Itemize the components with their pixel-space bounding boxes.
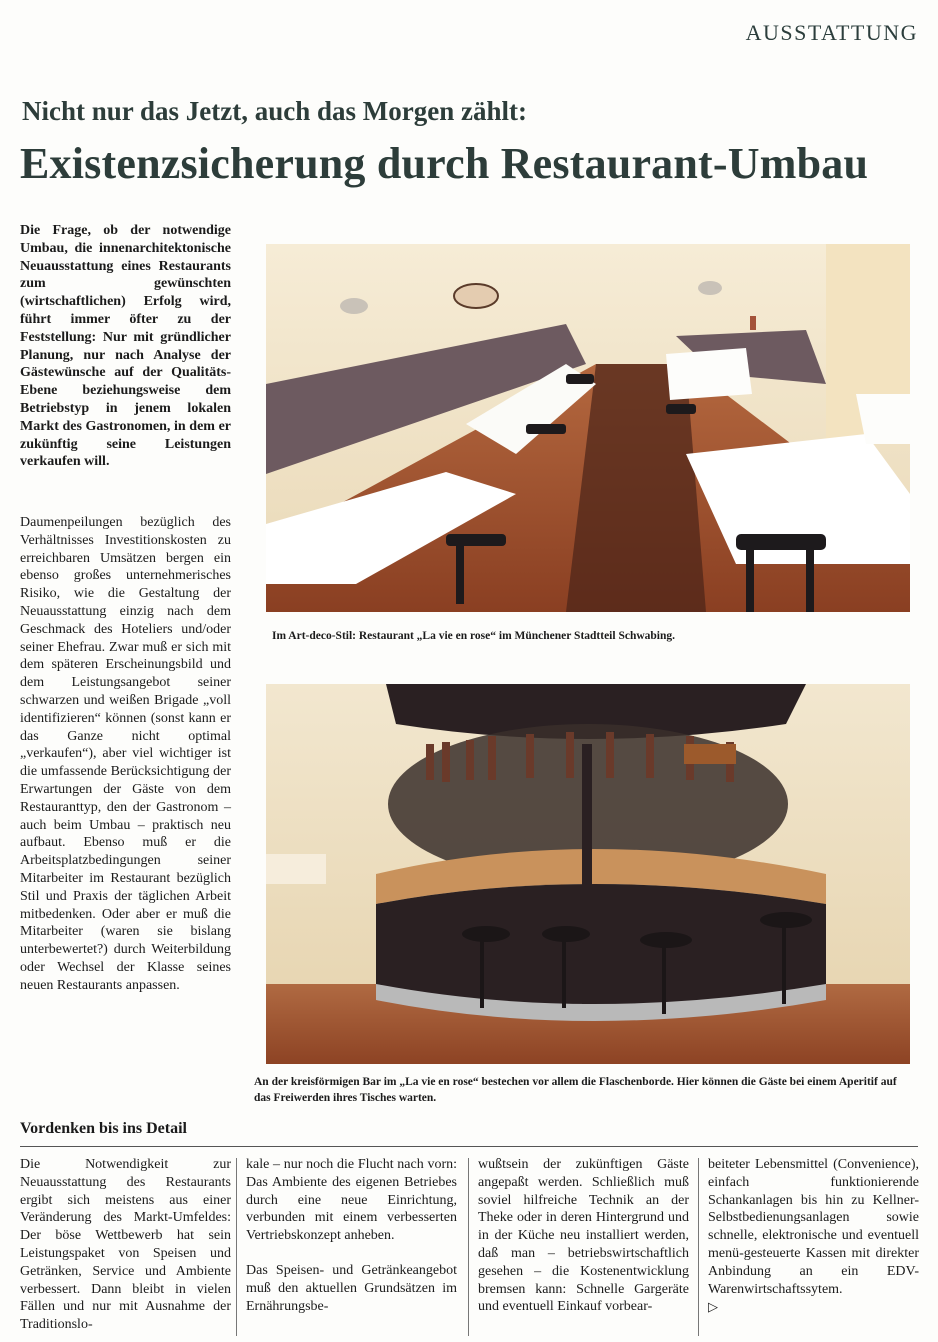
section-label: AUSSTATTUNG xyxy=(745,20,918,45)
article-column: wußtsein der zukünftigen Gäste angepaßt werden. Schließlich muß soviel hilfreiche Technik an der Theke oder in deren Hintergrund und in der Küche neu installiert werden, daß man – betriebswirtschaftlich gesehen – die Kostenentwicklung bremsen kann: Schnelle Gargeräte und eventuell Einkauf vorbear- xyxy=(478,1157,689,1315)
column-divider xyxy=(236,1158,237,1336)
article-column xyxy=(246,1156,457,1315)
divider xyxy=(20,1146,918,1147)
photo-caption: An der kreisförmigen Bar im „La vie en rose“ bestechen vor allem die Flaschenborde. Hier können die Gäste bei einem Aperitif auf das Freiwerden ihres Tisches warten. xyxy=(254,1076,897,1104)
article-column xyxy=(708,1156,919,1317)
paragraph: beiteter Lebensmittel (Convenience), einfach funktionierende Schankanlagen bis hin zu Kellner-Selbstbedienungsanlagen sowie schnelle, elektronische und eventuell menü-gesteuerte Kassen mit direkter Anbindung an ein EDV-Warenwirtschaftssytem. xyxy=(708,1157,919,1297)
kicker: Nicht nur das Jetzt, auch das Morgen zählt: xyxy=(22,96,527,126)
section-subhead: Vordenken bis ins Detail xyxy=(20,1120,187,1137)
paragraph: Das Speisen- und Getränkeangebot muß den aktuellen Grundsätzen im Ernährungsbe- xyxy=(246,1262,457,1314)
column-divider xyxy=(698,1158,699,1336)
headline: Existenzsicherung durch Restaurant-Umbau xyxy=(20,139,869,188)
column-divider xyxy=(468,1158,469,1336)
paragraph: kale – nur noch die Flucht nach vorn: Das Ambiente des eigenen Betriebes durch eine neue Einrichtung, verbunden mit einem verbesserten Vertriebskonzept anheben. xyxy=(246,1157,457,1244)
circular-bar-photo xyxy=(266,684,910,1064)
body-paragraph: Daumenpeilungen bezüglich des Verhältnisses Investitionskosten zu erreichbaren Umsätzen bergen ein ebenso großes unternehmerisches Risiko, wie die Gestaltung der Neuausstattung einzig nach dem Geschmack des Hoteliers und/oder seiner Ehefrau. Zwar muß er sich mit dem späteren Erscheinungsbild und dem Leistungsangebot seiner schwarzen und weißen Brigade „voll identifizieren“ können (sonst kann er das Ganze nicht optimal „verkaufen“), aber viel wichtiger ist die umfassende Berücksichtigung der Erwartungen der Gäste von dem Restauranttyp, den der Gastronom – auch beim Umbau – praktisch neu aufbaut. Ebenso muß er die Arbeitsplatzbedingungen seiner Mitarbeiter im Restaurant bezüglich Stil und Praxis der täglichen Arbeit mitbedenken. Oder aber er muß die Mitarbeiter (waren sie bislang unterbewertet?) durch Weiterbildung oder Wechsel der Klasse seines neuen Restaurants anpassen. xyxy=(20,515,231,993)
restaurant-dining-room-photo xyxy=(266,244,910,612)
photo-caption: Im Art-deco-Stil: Restaurant „La vie en rose“ im Münchener Stadtteil Schwabing. xyxy=(272,630,676,642)
article-column: Die Notwendigkeit zur Neuausstattung des Restaurants ergibt sich meistens aus einer Veränderung des Markt-Umfeldes: Der böse Wettbewerb hat sein Leistungspaket von Speisen und Getränken, Service und Ambiente verbessert. Dann bleibt in vielen Fällen und nur mit Ausnahme der Traditionslo- xyxy=(20,1157,231,1333)
lead-paragraph: Die Frage, ob der notwendige Umbau, die innenarchitektonische Neuausstattung eines Restaurants zum gewünschten (wirtschaftlichen) Erfolg wird, führt immer öfter zu der Feststellung: Nur mit gründlicher Planung, nur nach Analyse der Gästewünsche auf der Qualitäts-Ebene beziehungsweise dem Betriebstyp in jenem lokalen Markt des Gastronomen, in dem er zukünftig seine Leistungen verkaufen will. xyxy=(20,223,231,470)
continue-arrow-icon: ▷ xyxy=(708,1299,718,1315)
